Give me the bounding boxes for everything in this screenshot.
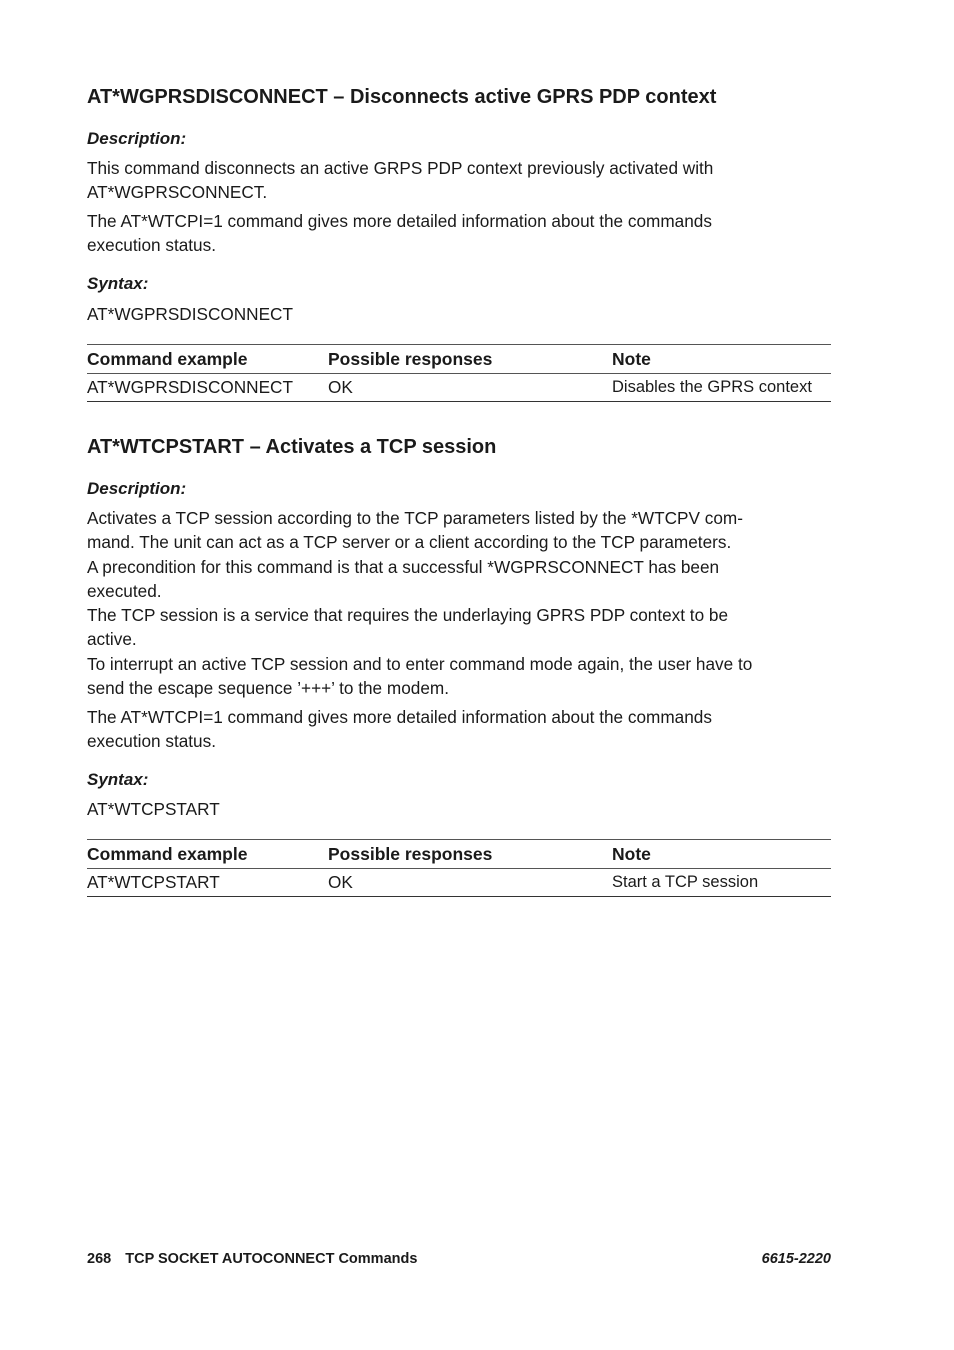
command-table (87, 344, 831, 402)
text-line: To interrupt an active TCP session and to enter command mode again, the user have to (87, 653, 753, 674)
syntax-text: AT*WGPRSDISCONNECT (87, 304, 293, 324)
footer-left (87, 1251, 417, 1267)
page-number: 268 (87, 1251, 112, 1267)
text-line: AT*WGPRSCONNECT. (87, 182, 268, 203)
text-line: The TCP session is a service that requires the underlaying GPRS PDP context to be (87, 605, 729, 626)
column-header-command: Command example (87, 840, 328, 869)
description-label: Description: (87, 479, 187, 498)
text-line: This command disconnects an active GRPS PDP context previously activated with (87, 158, 714, 178)
description-label: Description: (87, 129, 187, 148)
table-header-row (87, 840, 831, 869)
text-line: Activates a TCP session according to the TCP parameters listed by the *WTCPV com- (87, 508, 743, 528)
column-header-note: Note (612, 840, 831, 869)
column-header-responses: Possible responses (328, 345, 612, 374)
text-line: A precondition for this command is that a successful *WGPRSCONNECT has been (87, 556, 720, 577)
cell-note: Disables the GPRS context (612, 374, 831, 402)
text-line: mand. The unit can act as a TCP server or a client according to the TCP parameters. (87, 532, 732, 553)
table-row (87, 869, 831, 897)
description-paragraph (87, 156, 831, 205)
syntax-label: Syntax: (87, 274, 149, 293)
text-line: active. (87, 629, 137, 650)
text-line: The AT*WTCPI=1 command gives more detailed information about the commands (87, 211, 712, 231)
document-number: 6615-2220 (761, 1251, 831, 1267)
cell-response: OK (328, 374, 612, 402)
cell-response: OK (328, 869, 612, 897)
table-header-row (87, 345, 831, 374)
chapter-title: TCP SOCKET AUTOCONNECT Commands (125, 1251, 418, 1267)
section-title-wtcpstart: AT*WTCPSTART – Activates a TCP session (87, 436, 497, 458)
cell-note: Start a TCP session (612, 869, 831, 897)
text-line: executed. (87, 580, 162, 601)
syntax-text: AT*WTCPSTART (87, 799, 220, 819)
syntax-label: Syntax: (87, 770, 149, 789)
page-footer (87, 1251, 831, 1271)
table-row (87, 374, 831, 402)
command-table (87, 839, 831, 897)
cell-command: AT*WGPRSDISCONNECT (87, 374, 328, 402)
text-line: send the escape sequence ’+++’ to the modem. (87, 678, 449, 699)
column-header-command: Command example (87, 345, 328, 374)
section-title-wgprsdisconnect: AT*WGPRSDISCONNECT – Disconnects active GPRS PDP context (87, 86, 717, 108)
column-header-note: Note (612, 345, 831, 374)
description-paragraph (87, 705, 831, 754)
column-header-responses: Possible responses (328, 840, 612, 869)
description-paragraph (87, 506, 831, 700)
text-line: execution status. (87, 731, 216, 752)
description-paragraph (87, 209, 831, 258)
cell-command: AT*WTCPSTART (87, 869, 328, 897)
text-line: The AT*WTCPI=1 command gives more detailed information about the commands (87, 707, 712, 727)
text-line: execution status. (87, 235, 216, 256)
